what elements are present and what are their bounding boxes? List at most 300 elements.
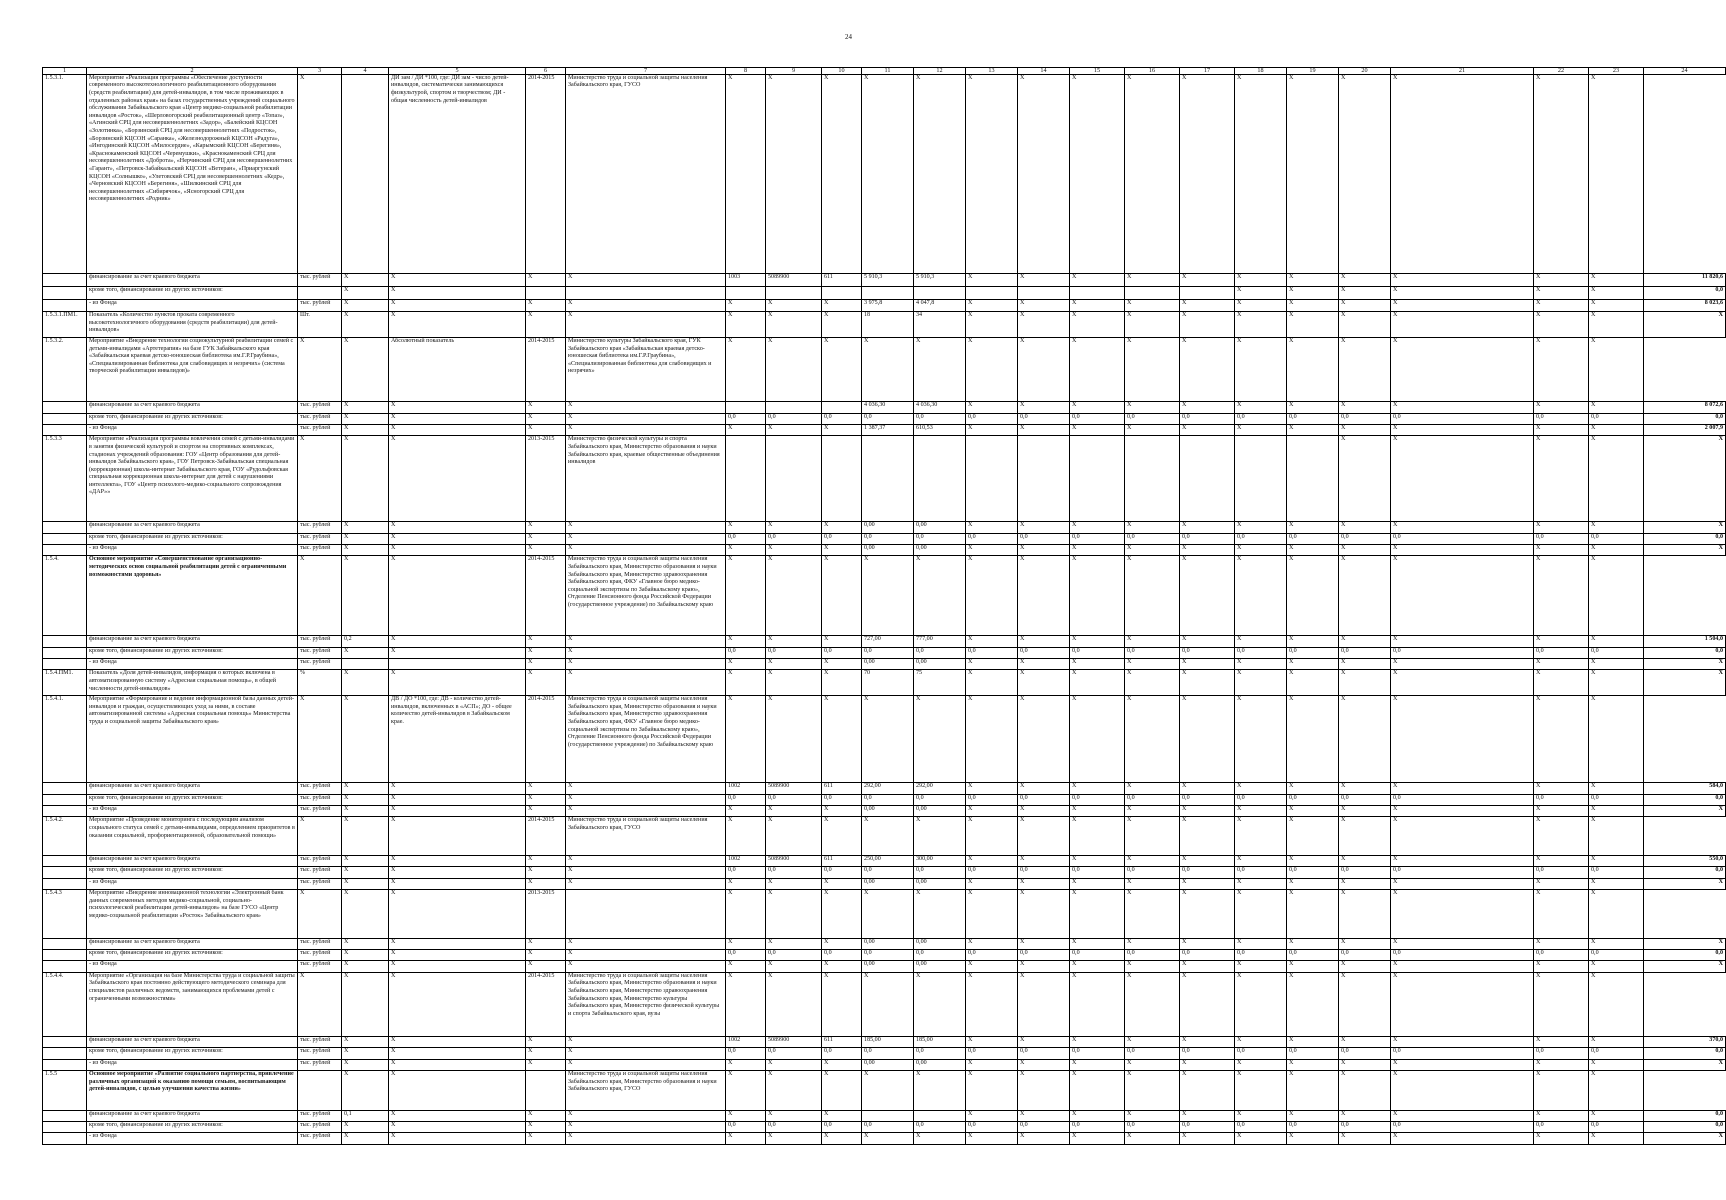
table-cell: 0,0 [1125,1121,1180,1132]
table-cell: 0,0 [822,413,862,424]
table-cell: X [342,950,389,961]
table-cell: X [1235,961,1287,972]
table-cell: 0,00 [914,1059,966,1070]
table-cell: X [298,889,342,938]
table-cell: X [862,1071,914,1110]
table-cell: кроме того, финансирование из других источников: [87,287,298,299]
table-cell: X [1589,938,1644,949]
table-cell: X [1070,878,1125,889]
table-cell: кроме того, финансирование из других источников: [87,950,298,961]
table-cell: 0,0 [1644,1048,1726,1059]
table-cell: X [1339,312,1391,338]
table-cell: 0,0 [1018,1121,1070,1132]
table-cell [566,889,726,938]
table-cell: 0,0 [914,794,966,805]
table-cell: X [766,1071,822,1110]
table-cell: X [822,424,862,435]
table-cell [1235,436,1287,522]
table-cell: X [342,867,389,878]
table-cell: X [1534,424,1589,435]
row-code-cell [43,522,87,533]
table-row [43,1037,1726,1048]
table-row [43,972,1726,1036]
table-cell: X [1534,287,1589,299]
table-cell: 0,0 [766,647,822,658]
table-cell: X [1589,522,1644,533]
table-cell: X [966,972,1018,1036]
table-cell: 0,0 [1287,950,1339,961]
table-cell [1070,287,1125,299]
table-cell: X [1644,436,1726,522]
table-cell: X [1589,1037,1644,1048]
table-cell: X [1070,961,1125,972]
table-cell: 5089900 [766,1037,822,1048]
table-cell: X [526,533,566,544]
table-cell: 0,00 [914,806,966,817]
table-cell: - из Фонда [87,659,298,670]
table-cell: X [822,522,862,533]
table-cell: X [1287,74,1339,273]
table-cell: X [526,413,566,424]
table-cell: X [1287,1071,1339,1110]
table-cell [822,402,862,413]
table-row [43,1059,1726,1070]
table-cell: X [389,794,526,805]
table-body [43,68,1726,1145]
table-row [43,647,1726,658]
table-cell: 611 [822,783,862,794]
table-cell: 0,0 [822,794,862,805]
table-cell: тыс. рублей [298,938,342,949]
table-cell: X [1125,299,1180,311]
table-cell: X [566,670,726,696]
table-cell: 611 [822,855,862,866]
table-row [43,950,1726,961]
table-cell: тыс. рублей [298,961,342,972]
column-number: 16 [1125,68,1180,75]
table-cell: X [966,636,1018,647]
row-code-cell [43,1133,87,1145]
table-cell: X [1180,806,1235,817]
table-cell: X [389,636,526,647]
table-cell: тыс. рублей [298,855,342,866]
table-cell: X [1287,783,1339,794]
table-cell: 0,0 [766,413,822,424]
table-cell: X [1125,806,1180,817]
table-cell: X [566,402,726,413]
table-cell: X [1534,806,1589,817]
table-cell: X [1391,889,1534,938]
table-cell: финансирование за счет краевого бюджета [87,273,298,286]
table-cell: X [298,556,342,636]
table-cell: - из Фонда [87,961,298,972]
table-cell: X [1339,855,1391,866]
table-cell: X [1235,855,1287,866]
table-cell: X [389,972,526,1036]
table-cell: X [966,1071,1018,1110]
table-cell: X [914,1071,966,1110]
row-code-cell [43,878,87,889]
table-cell: X [526,670,566,696]
table-row [43,659,1726,670]
table-cell: X [1018,424,1070,435]
table-cell: X [526,1110,566,1121]
table-cell: X [1287,287,1339,299]
table-cell: X [1180,1110,1235,1121]
table-cell: Мероприятие «Внедрение технологии социокультурной реабилитации семей с детьми-инвалидами «Артетерапия» на базе ГУК Забайкальского края «Забайкальская краевая детско-юношеская библиотека им.Г.Р.Граубина», «Специализированная библиотека для слабовидящих и незрячих» (система творческой реабилитации инвалидов)» [87,337,298,401]
table-cell: X [1391,1071,1534,1110]
table-cell: X [1235,670,1287,696]
table-cell: 0,00 [914,938,966,949]
table-cell: 0,0 [1391,950,1534,961]
table-cell: X [389,1110,526,1121]
table-cell: X [766,806,822,817]
table-cell: 5089900 [766,855,822,866]
table-cell [1070,436,1125,522]
table-cell: тыс. рублей [298,1110,342,1121]
table-cell: X [966,817,1018,855]
table-cell: X [298,696,342,783]
table-cell: Мероприятие «Проведение мониторинга с последующим анализом социального статуса семей с детьми-инвалидами, определением приоритетов в оказании социальной, профориентационной, образовательной помощи» [87,817,298,855]
table-cell: X [1018,817,1070,855]
table-cell: X [726,1059,766,1070]
table-cell: X [822,806,862,817]
table-cell: тыс. рублей [298,413,342,424]
table-cell: X [1070,783,1125,794]
table-cell: X [1125,696,1180,783]
table-cell: 0,0 [726,867,766,878]
table-cell: X [342,878,389,889]
table-cell: ДИ зам / ДИ *100, где: ДИ зам - число детей-инвалидов, систематически занимающихся физкультурой, спортом и творчеством; ДИ - общая численность детей-инвалидов [389,74,526,273]
table-cell: X [1070,972,1125,1036]
table-cell: 2014-2015 [526,556,566,636]
table-cell: тыс. рублей [298,806,342,817]
table-cell: X [389,670,526,696]
row-code-cell [43,413,87,424]
table-row [43,889,1726,938]
table-cell: X [1235,287,1287,299]
table-cell: X [342,889,389,938]
table-cell: X [766,424,822,435]
table-cell: X [1391,299,1534,311]
table-cell: Мероприятие «Реализация программы «Обеспечение доступности современного высокотехнологичного реабилитационного оборудования (средств реабилитации) для детей-инвалидов, в том числе проживающих в отдаленных районах края» на базах государственных учреждений социального обслуживания Забайкальского края «Центр медико-социальной реабилитации инвалидов «Росток», «Шерловогорский реабилитационный центр «Топаз», «Агинский СРЦ для несовершеннолетних «Задор», «Балейский КЦСОН «Золотинка», «Борзинский СРЦ для несовершеннолетних «Подросток», «Борзинский КЦСОН «Саранка», «Железнодорожный КЦСОН «Радуга», «Ингодинский КЦСОН «Милосердие», «Карымский КЦСОН «Берегиня», «Краснокаменский КЦСОН «Черемушки», «Краснокаменский СРЦ для несовершеннолетних «Доброта», «Нерчинский СРЦ для несовершеннолетних «Гарант», «Петровск-Забайкальский КЦСОН «Ветеран», «Приаргунский КЦСОН «Солнышко», «Улетовский СРЦ для несовершеннолетних «Кедр», «Черновский КЦСОН «Берегиня», «Шилкинский СРЦ для несовершеннолетних «Сибирячок», «Ясногорский СРЦ для несовершеннолетних «Родник» [87,74,298,273]
table-cell: X [822,972,862,1036]
table-cell: X [342,1071,389,1110]
table-cell: X [342,312,389,338]
table-cell: X [766,696,822,783]
table-cell: X [1589,1071,1644,1110]
table-cell: X [1070,1071,1125,1110]
table-cell: 0,0 [1644,867,1726,878]
table-cell: X [1180,961,1235,972]
table-cell [526,1071,566,1110]
table-cell: X [822,817,862,855]
table-cell: X [389,817,526,855]
table-cell: X [342,1133,389,1145]
table-cell: X [1070,74,1125,273]
table-cell: 0,0 [1070,533,1125,544]
table-cell: 1003 [726,273,766,286]
table-cell: X [566,878,726,889]
table-cell: 0,0 [862,794,914,805]
row-code-cell: 1.5.4.ПМ1. [43,670,87,696]
table-cell: X [1235,1133,1287,1145]
table-cell: X [1339,1133,1391,1145]
table-cell: - из Фонда [87,1133,298,1145]
table-cell: X [766,889,822,938]
table-cell: X [1180,696,1235,783]
table-cell: 0,0 [1125,647,1180,658]
table-cell: X [566,794,726,805]
table-cell: X [342,855,389,866]
table-row [43,867,1726,878]
table-cell: 0,0 [1644,1110,1726,1121]
table-cell: X [389,402,526,413]
table-cell: X [1070,670,1125,696]
table-cell: X [389,287,526,299]
table-cell: X [1534,972,1589,1036]
table-cell: X [1391,1059,1534,1070]
table-cell: 0,0 [1125,950,1180,961]
table-cell: X [566,783,726,794]
table-cell: X [526,402,566,413]
table-cell: тыс. рублей [298,545,342,556]
table-cell: X [566,659,726,670]
table-cell: 0,0 [1534,533,1589,544]
table-cell: Мероприятие «Внедрение инновационной технологии «Электронный банк данных современных методов медико-социальной, социально-психологической реабилитации детей-инвалидов» на базе ГУСО «Центр медико-социальной реабилитации «Росток» Забайкальского края» [87,889,298,938]
table-cell: X [1534,74,1589,273]
table-cell: X [1287,889,1339,938]
table-cell [914,436,966,522]
table-cell: 0,0 [1391,647,1534,658]
table-cell: X [1534,636,1589,647]
table-cell: X [1391,545,1534,556]
table-cell: X [726,636,766,647]
table-cell: X [1534,1059,1589,1070]
table-cell: финансирование за счет краевого бюджета [87,402,298,413]
table-cell: X [1534,299,1589,311]
table-cell: 0,0 [914,1121,966,1132]
table-cell: X [1180,1059,1235,1070]
table-cell: X [1070,1059,1125,1070]
table-cell: X [1391,938,1534,949]
table-cell: X [726,424,766,435]
table-cell: 0,0 [1339,413,1391,424]
table-cell: X [1534,1133,1589,1145]
table-cell [966,287,1018,299]
table-cell: X [389,889,526,938]
table-cell: X [1235,522,1287,533]
table-cell: X [1339,556,1391,636]
table-cell: X [1589,312,1644,338]
table-cell: 0,0 [1287,647,1339,658]
table-cell: X [726,889,766,938]
table-cell: X [1018,1059,1070,1070]
table-cell: Министерство труда и социальной защиты населения Забайкальского края, Министерство образования и науки Забайкальского края, Министерство здравоохранения Забайкальского края, ФКУ «Главное бюро медико-социальной экспертизы по Забайкальскому краю», Отделение Пенсионного фонда Российской Федерации (государственное учреждение) по Забайкальскому краю [566,556,726,636]
table-cell: X [1644,878,1726,889]
table-cell: тыс. рублей [298,1048,342,1059]
table-cell: X [1534,938,1589,949]
table-cell: X [766,337,822,401]
table-cell: X [1180,659,1235,670]
table-cell: X [566,1048,726,1059]
table-cell [566,287,726,299]
table-cell: X [566,424,726,435]
table-cell: 0,0 [914,647,966,658]
table-cell: X [726,817,766,855]
table-cell: 0,0 [1180,647,1235,658]
row-code-cell [43,806,87,817]
table-cell: тыс. рублей [298,647,342,658]
table-cell: 11 820,6 [1644,273,1726,286]
table-cell: X [1018,273,1070,286]
table-row [43,817,1726,855]
table-cell: X [822,961,862,972]
table-cell: 0,0 [1534,1121,1589,1132]
table-cell: X [1287,545,1339,556]
table-cell: 0,0 [914,867,966,878]
table-cell: X [766,74,822,273]
table-cell: кроме того, финансирование из других источников: [87,1048,298,1059]
table-cell: X [966,1110,1018,1121]
table-cell: X [526,1121,566,1132]
table-cell: X [389,545,526,556]
table-cell: X [1339,806,1391,817]
table-cell: X [1070,636,1125,647]
table-cell: 5089900 [766,783,822,794]
table-cell: тыс. рублей [298,878,342,889]
table-cell: 0,0 [966,867,1018,878]
row-code-cell [43,961,87,972]
table-cell: X [389,556,526,636]
table-cell: X [342,696,389,783]
table-cell: X [1287,1059,1339,1070]
table-cell: X [526,794,566,805]
table-cell: X [966,556,1018,636]
table-cell: 0,0 [1644,794,1726,805]
page-number: 24 [845,33,852,41]
table-cell: X [1180,545,1235,556]
table-cell: X [1589,1110,1644,1121]
table-cell: X [766,938,822,949]
table-cell: X [1180,783,1235,794]
table-cell: 0,0 [1235,794,1287,805]
table-cell: 611 [822,1037,862,1048]
table-cell: X [966,299,1018,311]
table-cell: X [822,556,862,636]
table-cell: Показатель «Количество пунктов проката современного высокотехнологичного оборудования (средств реабилитации) для детей-инвалидов» [87,312,298,338]
row-code-cell: 1.5.4.1. [43,696,87,783]
table-cell: X [1070,299,1125,311]
table-cell: 0,0 [766,533,822,544]
table-cell: тыс. рублей [298,636,342,647]
column-number: 23 [1589,68,1644,75]
table-cell: X [1287,878,1339,889]
table-cell: X [966,337,1018,401]
table-cell: 0,00 [862,659,914,670]
table-cell: 4 036,30 [914,402,966,413]
table-cell: X [1644,545,1726,556]
table-cell: X [1534,402,1589,413]
table-cell: X [342,806,389,817]
table-cell: X [966,696,1018,783]
table-cell: X [1287,806,1339,817]
table-cell: X [1339,670,1391,696]
table-cell: X [1589,1059,1644,1070]
table-cell: X [1180,972,1235,1036]
table-cell: X [526,659,566,670]
table-cell: X [1125,889,1180,938]
table-cell: 0,0 [766,867,822,878]
table-cell: X [966,1133,1018,1145]
table-cell: 0,00 [862,522,914,533]
table-cell [766,402,822,413]
table-cell: X [1644,806,1726,817]
column-number: 1 [43,68,87,75]
table-cell: 0,0 [1180,950,1235,961]
table-cell: X [566,545,726,556]
table-cell: X [342,424,389,435]
column-number: 14 [1018,68,1070,75]
table-cell: 0,0 [1070,647,1125,658]
table-cell: Министерство труда и социальной защиты населения Забайкальского края, Министерство образования и науки Забайкальского края, ГУСО [566,1071,726,1110]
table-cell: X [1589,817,1644,855]
table-cell: X [1018,1133,1070,1145]
table-cell: X [1125,402,1180,413]
table-cell: 0,0 [1644,533,1726,544]
table-cell: X [1339,424,1391,435]
table-row [43,424,1726,435]
table-cell: X [914,556,966,636]
table-cell: X [1644,670,1726,696]
table-cell: X [1070,806,1125,817]
table-cell: X [1287,273,1339,286]
table-cell: X [1125,1071,1180,1110]
table-cell: X [1070,855,1125,866]
table-cell: 0,0 [766,1048,822,1059]
table-cell: X [1534,855,1589,866]
table-cell: кроме того, финансирование из других источников: [87,413,298,424]
table-cell: X [726,806,766,817]
table-cell: 0,00 [862,878,914,889]
table-cell: X [298,817,342,855]
table-cell: X [726,696,766,783]
table-cell: X [566,1059,726,1070]
table-cell: 727,00 [862,636,914,647]
table-cell: 0,0 [766,950,822,961]
table-cell: X [726,1071,766,1110]
table-cell: X [342,1121,389,1132]
table-cell: X [1070,817,1125,855]
table-cell: 8 072,6 [1644,402,1726,413]
table-cell: 0,0 [1180,533,1235,544]
table-cell: X [526,1037,566,1048]
table-cell: X [1235,972,1287,1036]
table-row [43,312,1726,338]
table-row [43,522,1726,533]
table-cell: 0,00 [914,961,966,972]
table-cell: X [1125,961,1180,972]
table-cell: X [1018,74,1070,273]
table-cell: X [1018,878,1070,889]
table-cell: 0,0 [822,867,862,878]
table-cell: 0,0 [1070,1121,1125,1132]
table-cell: 185,00 [862,1037,914,1048]
table-cell: X [342,647,389,658]
table-cell: X [766,961,822,972]
table-cell: X [1391,74,1534,273]
table-cell: X [766,556,822,636]
